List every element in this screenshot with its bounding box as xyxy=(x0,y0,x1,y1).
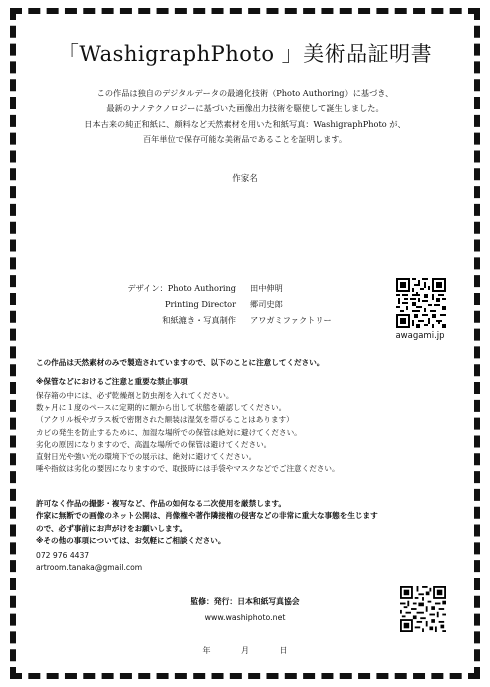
date-month: 月 xyxy=(241,646,249,655)
contact-phone[interactable]: 072 976 4437 xyxy=(36,551,90,560)
certificate-intro xyxy=(30,86,460,148)
intro-line: 最新のナノテクノロジーに基づいた画像出力技術を駆使して誕生しました。 xyxy=(106,103,384,114)
usage-line: 許可なく作品の撮影・複写など、作品の如何なる二次使用を厳禁します。 xyxy=(36,499,286,508)
intro-line: 日本古来の純正和紙に、顔料など天然素材を用いた和紙写真：WashigraphPhoto が、 xyxy=(84,118,406,129)
credit-value: 郷司史郎 xyxy=(250,299,283,309)
usage-policy xyxy=(36,498,378,548)
usage-line: ※その他の事項については、お気軽にご相談ください。 xyxy=(36,536,226,546)
credit-value: アワガミファクトリー xyxy=(250,315,332,325)
credit-row xyxy=(90,296,332,312)
storage-item: 劣化の原因になりますので、高温な場所での保管は避けてください。 xyxy=(36,439,272,449)
supervision-block xyxy=(30,594,460,626)
certificate-content xyxy=(30,30,460,667)
credit-label: Printing Director xyxy=(164,299,236,309)
supervision-label: 監修：発行：日本和紙写真協会 xyxy=(190,597,300,606)
credit-row xyxy=(90,312,332,328)
storage-heading: ※保管などにおけるご注意と重要な禁止事項 xyxy=(36,377,188,386)
qr-code-washiphoto[interactable] xyxy=(400,586,446,632)
qr-code-graphic xyxy=(396,278,446,328)
credit-label: デザイン：Photo Authoring xyxy=(127,283,236,293)
intro-line: 百年単位で保存可能な美術品であることを証明します。 xyxy=(142,134,348,145)
credits-list xyxy=(90,280,332,328)
credit-row xyxy=(90,280,332,296)
date-year: 年 xyxy=(202,646,211,655)
notice-lead: この作品は天然素材のみで製造されていますので、以下のことに注意してください。 xyxy=(36,358,325,367)
credit-value: 田中伸明 xyxy=(250,283,283,293)
date-day: 日 xyxy=(279,646,288,655)
usage-line: ので、必ず事前にお声がけをお願いします。 xyxy=(36,523,188,533)
storage-item: 数ヶ月に１度のペースに定期的に額から出して状態を確認してください。 xyxy=(36,403,287,413)
date-line xyxy=(30,645,460,656)
certificate-title: 「WashigraphPhoto 」美術品証明書 xyxy=(57,42,433,66)
contact-email[interactable]: artroom.tanaka@gmail.com xyxy=(36,563,143,573)
storage-item: （アクリル板やガラス板で密閉された額装は湿気を帯びることはあります） xyxy=(36,415,294,425)
contact-info xyxy=(36,550,142,575)
storage-item: カビの発生を防止するために、加湿な場所での保管は絶対に避けてください。 xyxy=(36,427,302,437)
storage-list xyxy=(36,390,340,475)
qr-caption: awagami.jp xyxy=(395,331,445,341)
credit-label: 和紙漉き・写真制作 xyxy=(162,315,236,325)
artist-name-label: 作家名 xyxy=(232,174,258,184)
storage-item: 保存箱の中には、必ず乾燥剤と防虫剤を入れてください。 xyxy=(36,391,234,400)
storage-item: 唾や指紋は劣化の要因になりますので、取扱時には手袋やマスクなどでご注意ください。 xyxy=(36,464,340,474)
qr-code-graphic xyxy=(400,586,446,632)
usage-line: 作家に無断での画像のネット公開は、肖像権や著作隣接権の侵害などの非常に重大な事態を生じます xyxy=(36,511,378,521)
qr-code-awagami[interactable] xyxy=(396,278,446,328)
storage-item: 直射日光や強い光の環境下での展示は、絶対に避けてください。 xyxy=(36,452,257,462)
supervision-url[interactable]: www.washiphoto.net xyxy=(204,613,286,622)
intro-line: この作品は独自のデジタルデータの最適化技術（Photo Authoring）に基づき、 xyxy=(96,88,394,98)
